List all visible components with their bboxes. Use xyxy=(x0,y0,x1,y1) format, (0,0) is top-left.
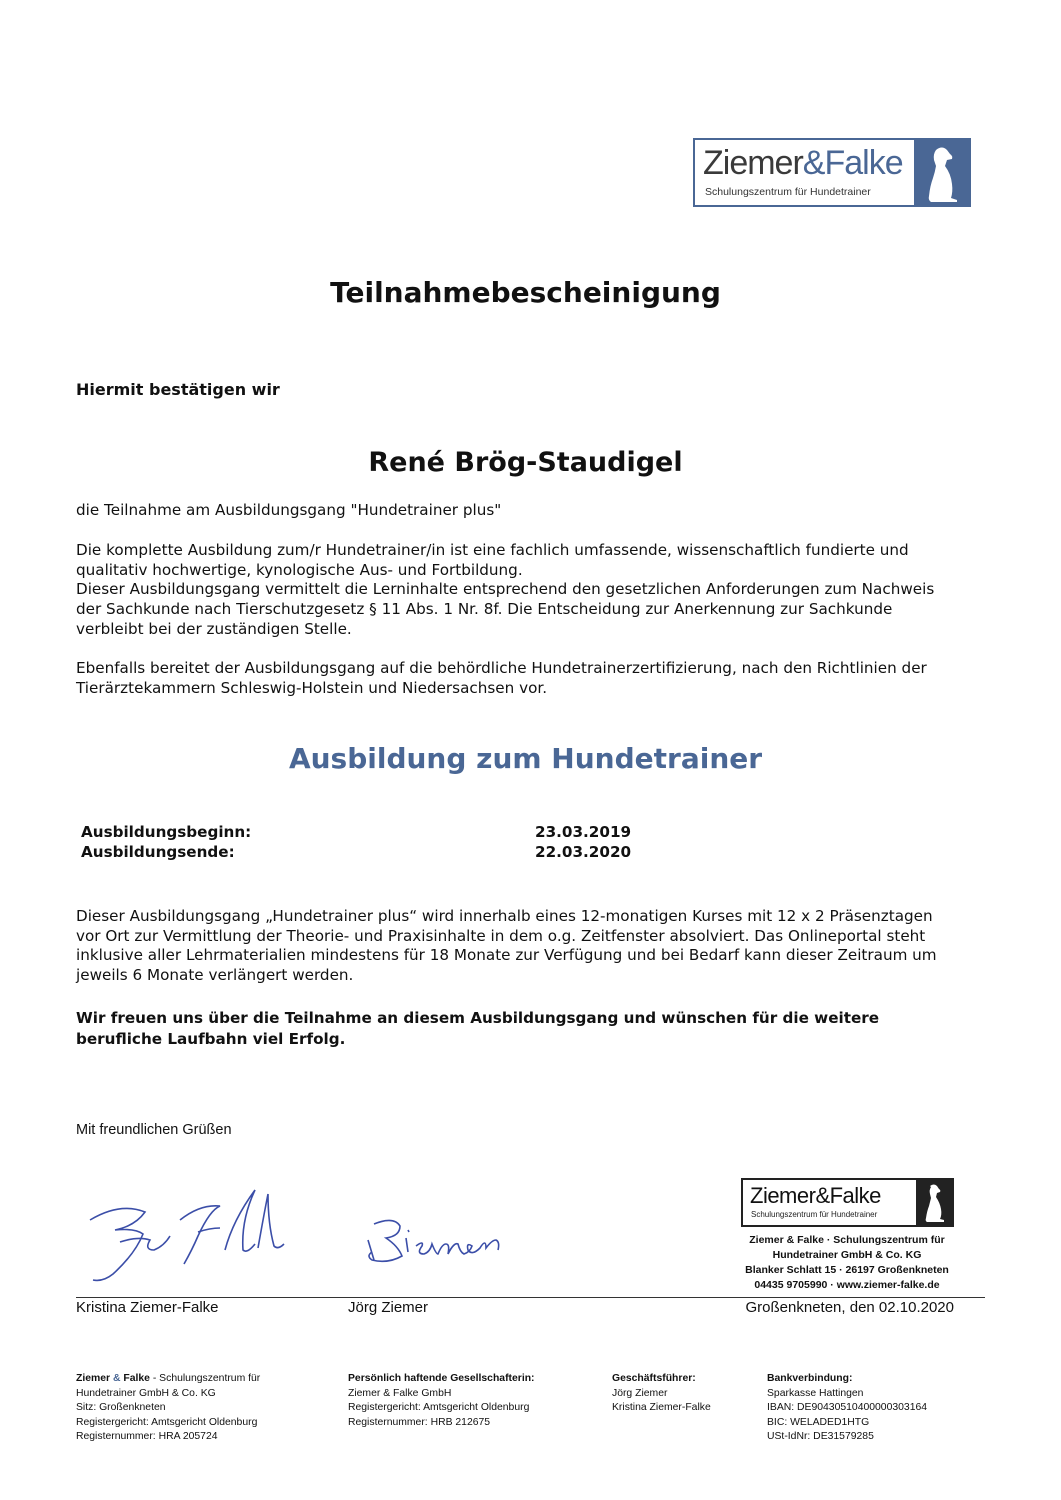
footer-partner: Persönlich haftende Gesellschafterin: Ziemer & Falke GmbH Registergericht: Amtsgericht Oldenburg Registernummer: HRB 212675 xyxy=(348,1373,535,1428)
stamp-wordmark: Ziemer&Falke xyxy=(750,1183,881,1208)
dog-icon xyxy=(914,140,969,205)
document-title: Teilnahmebescheinigung xyxy=(330,276,721,309)
signature-joerg xyxy=(360,1210,520,1270)
company-stamp xyxy=(738,1178,956,1293)
start-label: Ausbildungsbeginn: xyxy=(81,823,252,841)
logo-wordmark: Ziemer&Falke xyxy=(703,144,903,182)
company-logo xyxy=(693,138,971,207)
greeting: Mit freundlichen Grüßen xyxy=(76,1122,232,1138)
place-date: Großenkneten, den 02.10.2020 xyxy=(745,1299,954,1316)
signature-line xyxy=(76,1297,985,1298)
stamp-tagline: Schulungszentrum für Hundetrainer xyxy=(751,1210,878,1219)
stamp-line-3: Blanker Schlatt 15 · 26197 Großenkneten xyxy=(745,1264,949,1276)
stamp-line-2: Hundetrainer GmbH & Co. KG xyxy=(772,1249,922,1261)
course-title: Ausbildung zum Hundetrainer xyxy=(288,742,763,775)
end-value: 22.03.2020 xyxy=(535,843,632,861)
signer-1-name: Kristina Ziemer-Falke xyxy=(76,1299,219,1316)
footer-management: Geschäftsführer: Jörg Ziemer Kristina Ziemer-Falke xyxy=(612,1373,711,1414)
participant-name: René Brög-Staudigel xyxy=(368,447,683,478)
start-value: 23.03.2019 xyxy=(535,823,632,841)
participation-line: die Teilnahme am Ausbildungsgang "Hundetrainer plus" xyxy=(76,501,502,519)
footer-company: Ziemer & Falke - Schulungszentrum für Hundetrainer GmbH & Co. KG Sitz: Großenkneten Registergericht: Amtsgericht Oldenburg Registernummer: HRA 205724 xyxy=(76,1373,261,1443)
preparation-paragraph: Ebenfalls bereitet der Ausbildungsgang auf die behördliche Hundetrainerzertifizierung, nach den Richtlinien der Tierärztekammern Schleswig-Holstein und Niedersachsen vor. xyxy=(76,659,927,697)
stamp-line-4: 04435 9705990 · www.ziemer-falke.de xyxy=(754,1279,940,1291)
stamp-line-1: Ziemer & Falke · Schulungszentrum für xyxy=(749,1234,945,1246)
intro-text: Hiermit bestätigen wir xyxy=(76,380,280,399)
signature-kristina xyxy=(80,1180,290,1290)
closing-paragraph: Wir freuen uns über die Teilnahme an diesem Ausbildungsgang und wünschen für die weitere berufliche Laufbahn viel Erfolg. xyxy=(76,1009,880,1048)
description-paragraph: Die komplette Ausbildung zum/r Hundetrainer/in ist eine fachlich umfassende, wissenschaftlich fundierte und qualitativ hochwertige, kynologische Aus- und Fortbildung. Dieser Ausbildungsgang vermittelt die Lerninhalte entsprechend den gesetzlichen Anforderungen zum Nachweis der Sachkunde nach Tierschutzgesetz § 11 Abs. 1 Nr. 8f. Die Entscheidung zur Anerkennung zur Sachkunde verbleibt bei der zuständigen Stelle. xyxy=(76,541,935,638)
signer-2-name: Jörg Ziemer xyxy=(348,1299,429,1316)
logo-tagline: Schulungszentrum für Hundetrainer xyxy=(705,186,871,198)
dog-icon xyxy=(916,1180,952,1225)
course-info-paragraph: Dieser Ausbildungsgang „Hundetrainer plus“ wird innerhalb eines 12-monatigen Kurses mit 12 x 2 Präsenztagen vor Ort zur Vermittlung der Theorie- und Praxisinhalte in dem o.g. Zeitfenster absolviert. Das Onlineportal steht inklusive aller Lehrmaterialien mindestens für 18 Monate zur Verfügung und bei Bedarf kann dieser Zeitraum um jeweils 6 Monate verlängert werden. xyxy=(76,907,937,985)
footer-bank: Bankverbindung: Sparkasse Hattingen IBAN: DE90430510400000303164 BIC: WELADED1HTG USt-IdNr: DE31579285 xyxy=(767,1373,928,1443)
end-label: Ausbildungsende: xyxy=(81,843,235,861)
